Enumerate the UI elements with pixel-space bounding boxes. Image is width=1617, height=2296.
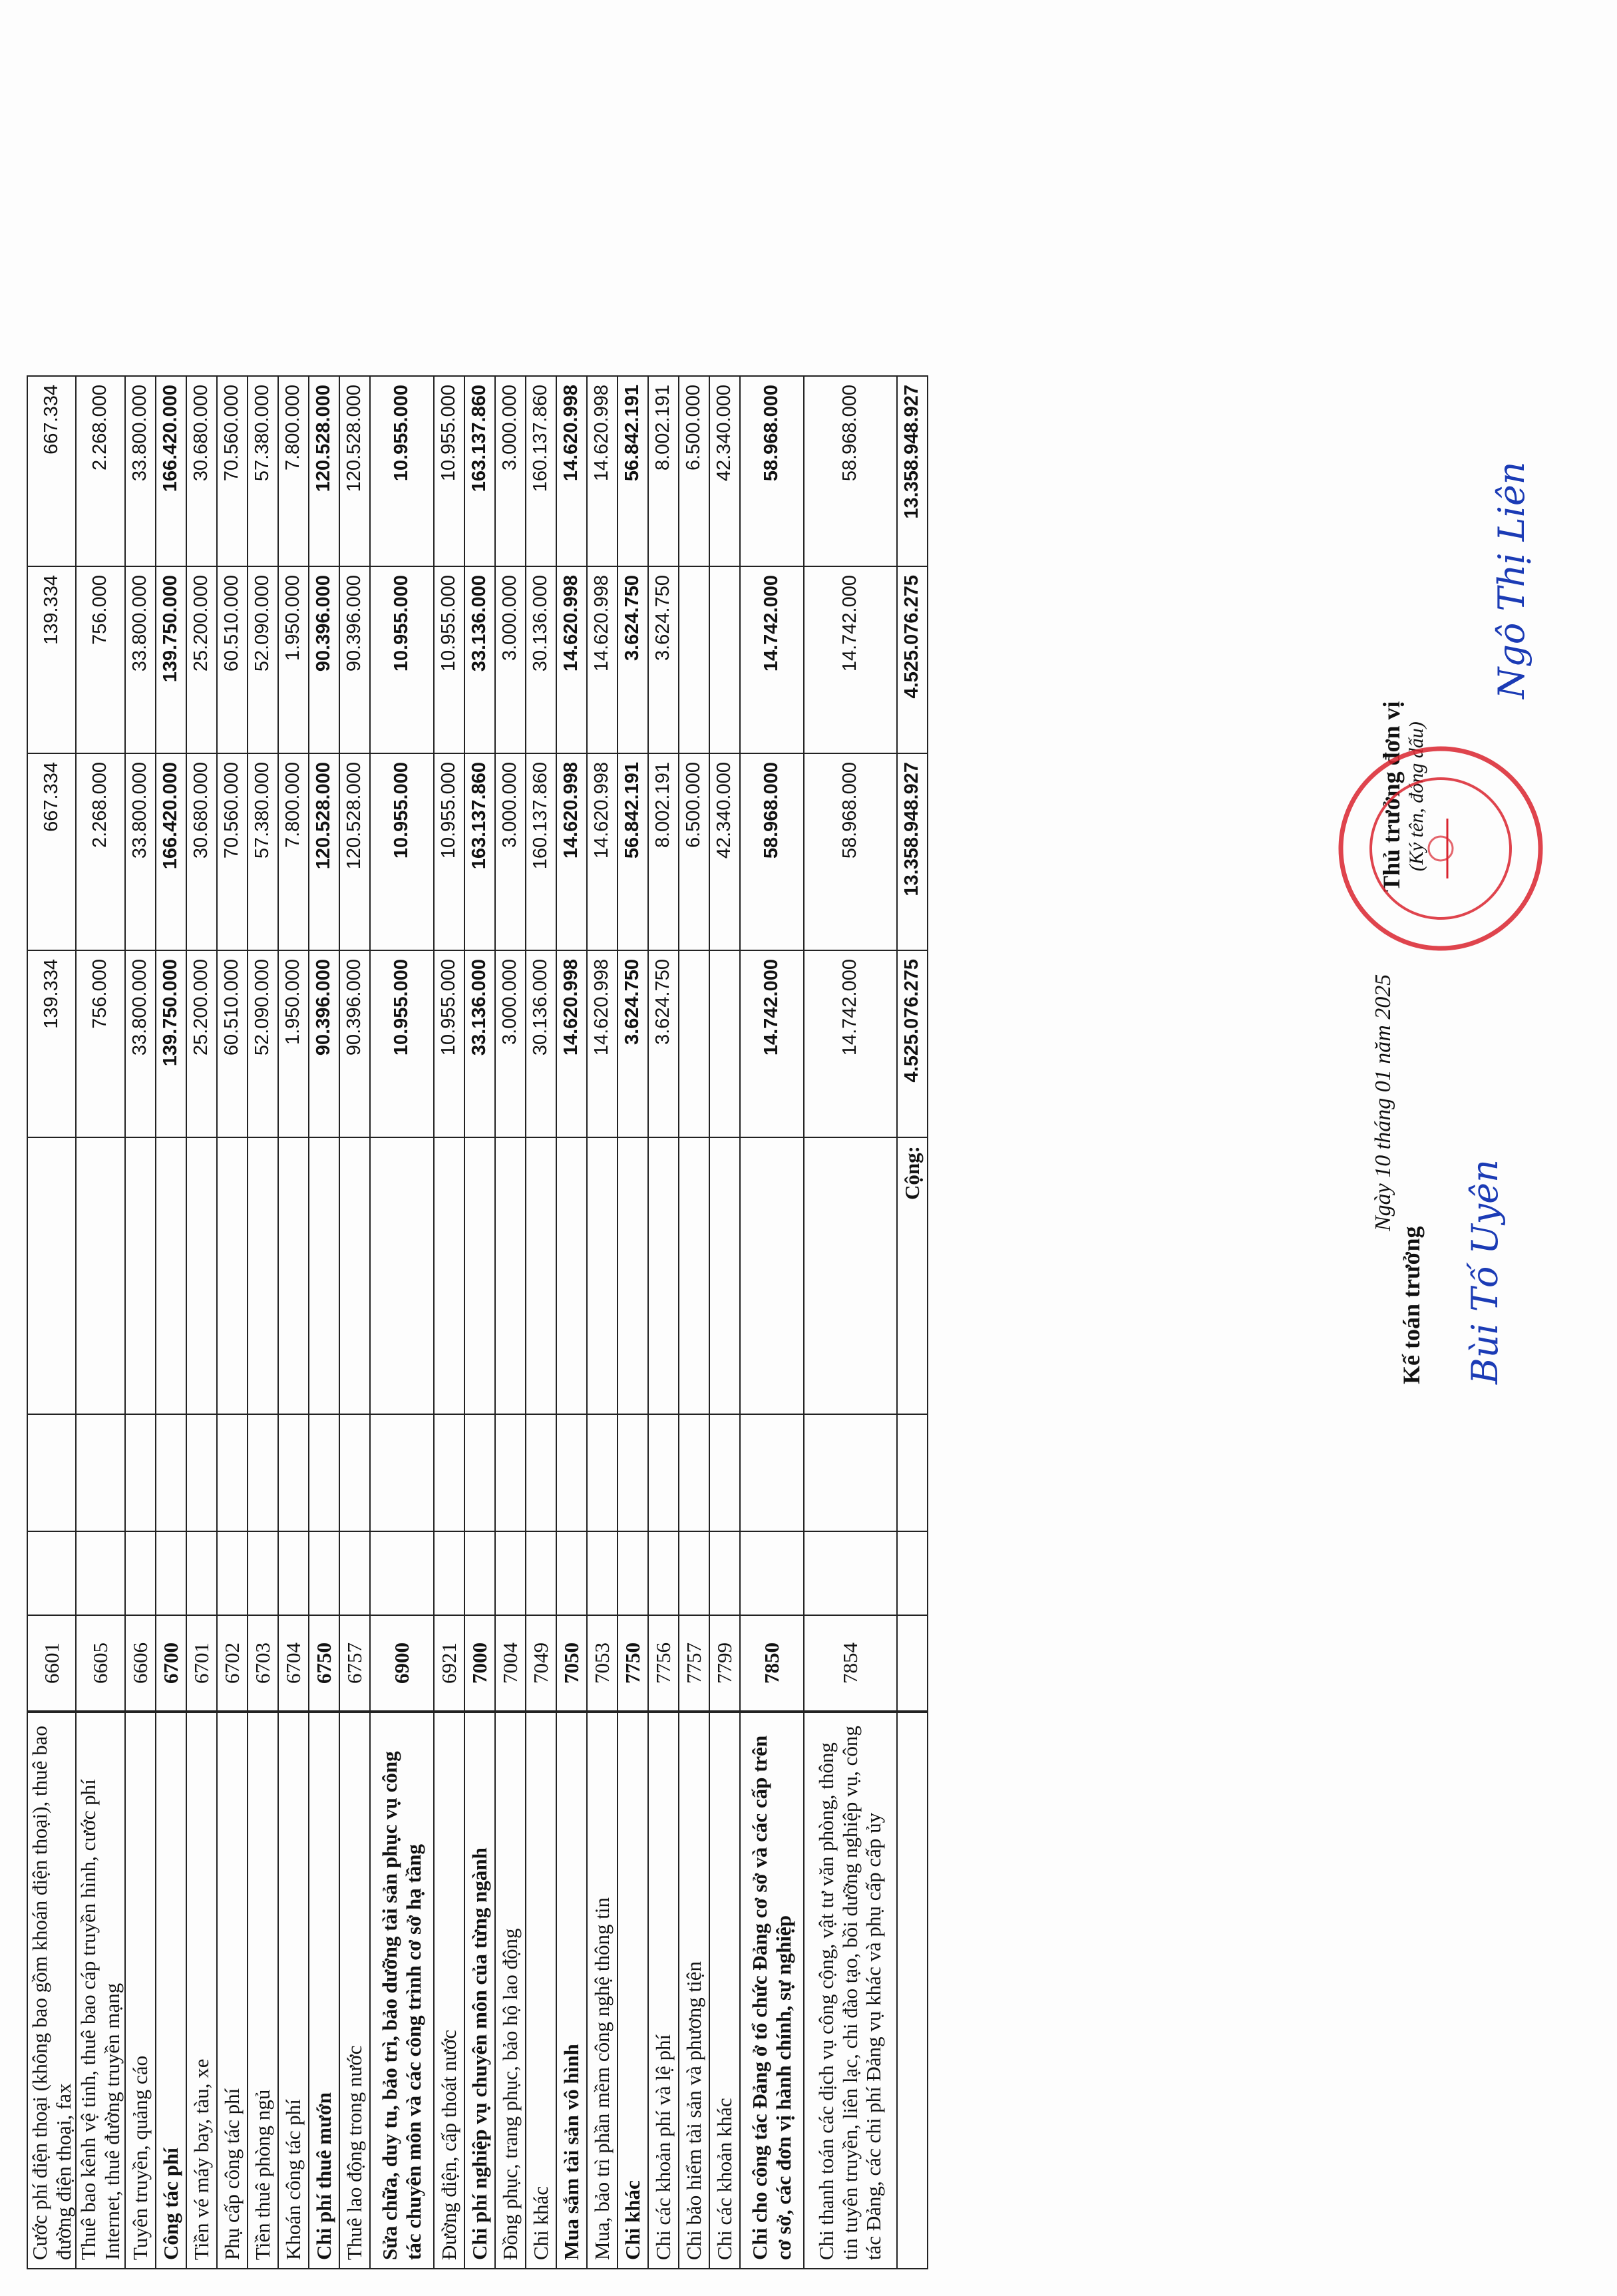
row-code: 6703 [248, 1615, 278, 1711]
table-row [740, 376, 804, 2269]
amount-col-4: 163.137.860 [464, 376, 495, 566]
empty-cell [740, 1531, 804, 1615]
empty-cell [709, 1531, 740, 1615]
empty-cell [76, 1137, 124, 1414]
table-row [648, 376, 679, 2269]
empty-cell [495, 1137, 526, 1414]
amount-col-1 [679, 950, 709, 1137]
spacer-cell [526, 1711, 556, 1712]
amount-col-1: 33.800.000 [125, 950, 156, 1137]
row-description: Đồng phục, trang phục, bảo hộ lao động [495, 1712, 526, 2269]
amount-col-3: 139.334 [27, 566, 76, 753]
row-description: Chi khác [618, 1712, 648, 2269]
empty-cell [495, 1531, 526, 1615]
empty-cell [278, 1137, 309, 1414]
table-row [248, 376, 278, 2269]
amount-col-2: 70.560.000 [217, 753, 248, 950]
row-code: 6606 [125, 1615, 156, 1711]
amount-col-3: 33.800.000 [125, 566, 156, 753]
amount-col-2: 30.680.000 [186, 753, 217, 950]
empty-cell [156, 1531, 186, 1615]
table-row [709, 376, 740, 2269]
row-description: Thuê lao động trong nước [339, 1712, 370, 2269]
row-code: 7757 [679, 1615, 709, 1711]
amount-col-1: 30.136.000 [526, 950, 556, 1137]
row-code: 7854 [804, 1615, 897, 1711]
total-amount-1: 4.525.076.275 [897, 950, 928, 1137]
amount-col-2: 163.137.860 [464, 753, 495, 950]
head-subtitle: (Ký tên, đóng dấu) [1405, 721, 1427, 872]
amount-col-3: 139.750.000 [156, 566, 186, 753]
amount-col-1: 3.624.750 [648, 950, 679, 1137]
spacer-cell [248, 1711, 278, 1712]
empty-cell [897, 1414, 928, 1531]
amount-col-3: 90.396.000 [339, 566, 370, 753]
empty-cell [804, 1531, 897, 1615]
row-description: Đường điện, cấp thoát nước [434, 1712, 464, 2269]
spacer-cell [804, 1711, 897, 1712]
table-row [370, 376, 434, 2269]
row-code: 7004 [495, 1615, 526, 1711]
amount-col-1: 10.955.000 [370, 950, 434, 1137]
spacer-cell [434, 1711, 464, 1712]
row-code: 7850 [740, 1615, 804, 1711]
empty-cell [156, 1137, 186, 1414]
empty-cell [804, 1137, 897, 1414]
amount-col-2: 56.842.191 [618, 753, 648, 950]
amount-col-1: 52.090.000 [248, 950, 278, 1137]
row-description: Tuyên truyền, quảng cáo [125, 1712, 156, 2269]
amount-col-4: 6.500.000 [679, 376, 709, 566]
amount-col-1 [709, 950, 740, 1137]
accountant-title: Kế toán trưởng [1398, 1226, 1425, 1384]
row-code: 6757 [339, 1615, 370, 1711]
empty-cell [186, 1137, 217, 1414]
row-description: Sửa chữa, duy tu, bảo trì, bảo dưỡng tài sản phục vụ công tác chuyên môn và các công trình cơ sở hạ tầng [370, 1712, 434, 2269]
amount-col-4: 30.680.000 [186, 376, 217, 566]
amount-col-1: 139.750.000 [156, 950, 186, 1137]
amount-col-4: 2.268.000 [76, 376, 124, 566]
table-row [309, 376, 339, 2269]
empty-cell [897, 1712, 928, 2269]
empty-cell [804, 1414, 897, 1531]
accountant-signature: Bùi Tố Uyên [1464, 1159, 1506, 1384]
empty-cell [526, 1414, 556, 1531]
amount-col-3: 33.136.000 [464, 566, 495, 753]
empty-cell [339, 1414, 370, 1531]
amount-col-4: 160.137.860 [526, 376, 556, 566]
empty-cell [679, 1414, 709, 1531]
row-code: 6700 [156, 1615, 186, 1711]
amount-col-2: 58.968.000 [740, 753, 804, 950]
empty-cell [186, 1531, 217, 1615]
spacer-cell [27, 1711, 76, 1712]
amount-col-3: 1.950.000 [278, 566, 309, 753]
empty-cell [217, 1414, 248, 1531]
amount-col-2: 14.620.998 [587, 753, 618, 950]
amount-col-3: 30.136.000 [526, 566, 556, 753]
empty-cell [27, 1137, 76, 1414]
empty-cell [309, 1414, 339, 1531]
empty-cell [248, 1531, 278, 1615]
row-description: Chi các khoản khác [709, 1712, 740, 2269]
amount-col-1: 14.620.998 [587, 950, 618, 1137]
empty-cell [526, 1531, 556, 1615]
empty-cell [679, 1137, 709, 1414]
table-row [217, 376, 248, 2269]
empty-cell [248, 1414, 278, 1531]
empty-cell [464, 1414, 495, 1531]
row-code: 6701 [186, 1615, 217, 1711]
amount-col-3: 14.742.000 [804, 566, 897, 753]
spacer-cell [587, 1711, 618, 1712]
amount-col-3 [679, 566, 709, 753]
empty-cell [370, 1531, 434, 1615]
total-amount-2: 13.358.948.927 [897, 753, 928, 950]
spacer-cell [278, 1711, 309, 1712]
row-description: Chi phí nghiệp vụ chuyên môn của từng ngành [464, 1712, 495, 2269]
empty-cell [339, 1137, 370, 1414]
total-label: Cộng: [897, 1137, 928, 1414]
spacer-cell [464, 1711, 495, 1712]
table-row [27, 376, 76, 2269]
amount-col-3: 10.955.000 [370, 566, 434, 753]
amount-col-4: 14.620.998 [587, 376, 618, 566]
amount-col-1: 3.624.750 [618, 950, 648, 1137]
row-description: Khoán công tác phí [278, 1712, 309, 2269]
empty-cell [278, 1414, 309, 1531]
row-code: 6601 [27, 1615, 76, 1711]
empty-cell [618, 1137, 648, 1414]
table-row [804, 376, 897, 2269]
head-title: Thủ trưởng đơn vị [1378, 701, 1405, 892]
amount-col-4: 10.955.000 [370, 376, 434, 566]
row-description: Tiền vé máy bay, tàu, xe [186, 1712, 217, 2269]
spacer-cell [339, 1711, 370, 1712]
amount-col-4: 120.528.000 [339, 376, 370, 566]
empty-cell [618, 1414, 648, 1531]
amount-col-3: 3.624.750 [618, 566, 648, 753]
official-stamp [1331, 739, 1550, 958]
table-row [464, 376, 495, 2269]
date-line: Ngày 10 tháng 01 năm 2025 [1371, 974, 1395, 1231]
amount-col-2: 7.800.000 [278, 753, 309, 950]
row-description: Thuê bao kênh vệ tinh, thuê bao cáp truyền hình, cước phí Internet, thuê đường truyền mạng [76, 1712, 124, 2269]
table-row [125, 376, 156, 2269]
amount-col-3: 90.396.000 [309, 566, 339, 753]
row-code: 7000 [464, 1615, 495, 1711]
amount-col-2: 166.420.000 [156, 753, 186, 950]
amount-col-3: 3.000.000 [495, 566, 526, 753]
empty-cell [217, 1531, 248, 1615]
row-description: Chi thanh toán các dịch vụ công cộng, vật tư văn phòng, thông tin tuyên truyền, liên lạc, chi đào tạo, bồi dưỡng nghiệp vụ, công tác Đảng, các chi phí Đảng vụ khác và phụ cấp cấp ủy [804, 1712, 897, 2269]
table-row [76, 376, 124, 2269]
amount-col-2: 14.620.998 [556, 753, 587, 950]
table-row [679, 376, 709, 2269]
empty-cell [526, 1137, 556, 1414]
amount-col-4: 58.968.000 [740, 376, 804, 566]
amount-col-3: 14.620.998 [556, 566, 587, 753]
head-signature: Ngô Thị Liên [1491, 461, 1532, 699]
amount-col-1: 60.510.000 [217, 950, 248, 1137]
row-code: 6921 [434, 1615, 464, 1711]
spacer-cell [186, 1711, 217, 1712]
amount-col-2: 42.340.000 [709, 753, 740, 950]
amount-col-1: 10.955.000 [434, 950, 464, 1137]
amount-col-1: 14.742.000 [740, 950, 804, 1137]
empty-cell [434, 1137, 464, 1414]
table-row [556, 376, 587, 2269]
row-code: 6704 [278, 1615, 309, 1711]
empty-cell [464, 1137, 495, 1414]
table-row [339, 376, 370, 2269]
amount-col-4: 10.955.000 [434, 376, 464, 566]
amount-col-2: 120.528.000 [339, 753, 370, 950]
empty-cell [125, 1137, 156, 1414]
empty-cell [740, 1414, 804, 1531]
empty-cell [897, 1531, 928, 1615]
amount-col-1: 14.742.000 [804, 950, 897, 1137]
empty-cell [76, 1414, 124, 1531]
table-row [587, 376, 618, 2269]
amount-col-4: 57.380.000 [248, 376, 278, 566]
empty-cell [125, 1531, 156, 1615]
spacer-cell [897, 1711, 928, 1712]
table-row [495, 376, 526, 2269]
amount-col-4: 3.000.000 [495, 376, 526, 566]
empty-cell [27, 1531, 76, 1615]
row-description: Chi khác [526, 1712, 556, 2269]
row-description: Mua sắm tài sản vô hình [556, 1712, 587, 2269]
spacer-cell [495, 1711, 526, 1712]
amount-col-3: 60.510.000 [217, 566, 248, 753]
empty-cell [370, 1137, 434, 1414]
empty-cell [248, 1137, 278, 1414]
row-description: Cước phí điện thoại (không bao gồm khoán điện thoại), thuê bao đường điện thoại, fax [27, 1712, 76, 2269]
empty-cell [370, 1414, 434, 1531]
total-amount-4: 13.358.948.927 [897, 376, 928, 566]
amount-col-2: 6.500.000 [679, 753, 709, 950]
row-code: 7799 [709, 1615, 740, 1711]
row-description: Chi các khoản phí và lệ phí [648, 1712, 679, 2269]
amount-col-1: 90.396.000 [309, 950, 339, 1137]
spacer-cell [740, 1711, 804, 1712]
empty-cell [740, 1137, 804, 1414]
row-description: Mua, bảo trì phần mềm công nghệ thông tin [587, 1712, 618, 2269]
amount-col-2: 33.800.000 [125, 753, 156, 950]
row-code: 7049 [526, 1615, 556, 1711]
empty-cell [648, 1414, 679, 1531]
row-description: Công tác phí [156, 1712, 186, 2269]
row-code: 6605 [76, 1615, 124, 1711]
amount-col-4: 7.800.000 [278, 376, 309, 566]
amount-col-1: 25.200.000 [186, 950, 217, 1137]
empty-cell [556, 1531, 587, 1615]
empty-cell [587, 1414, 618, 1531]
amount-col-2: 57.380.000 [248, 753, 278, 950]
row-code: 6702 [217, 1615, 248, 1711]
empty-cell [556, 1414, 587, 1531]
empty-cell [339, 1531, 370, 1615]
spacer-cell [648, 1711, 679, 1712]
row-code: 7050 [556, 1615, 587, 1711]
empty-cell [587, 1137, 618, 1414]
amount-col-4: 120.528.000 [309, 376, 339, 566]
total-amount-3: 4.525.076.275 [897, 566, 928, 753]
empty-cell [434, 1414, 464, 1531]
empty-cell [709, 1414, 740, 1531]
empty-cell [618, 1531, 648, 1615]
row-code: 7750 [618, 1615, 648, 1711]
spacer-cell [618, 1711, 648, 1712]
spacer-cell [370, 1711, 434, 1712]
amount-col-4: 166.420.000 [156, 376, 186, 566]
table-row [526, 376, 556, 2269]
row-code: 7053 [587, 1615, 618, 1711]
empty-cell [27, 1414, 76, 1531]
amount-col-4: 70.560.000 [217, 376, 248, 566]
empty-cell [156, 1414, 186, 1531]
empty-cell [648, 1531, 679, 1615]
table-row [186, 376, 217, 2269]
row-description: Chi cho công tác Đảng ở tổ chức Đảng cơ sở và các cấp trên cơ sở, các đơn vị hành chính, sự nghiệp [740, 1712, 804, 2269]
amount-col-3: 25.200.000 [186, 566, 217, 753]
spacer-cell [156, 1711, 186, 1712]
amount-col-3: 756.000 [76, 566, 124, 753]
amount-col-1: 1.950.000 [278, 950, 309, 1137]
row-code: 7756 [648, 1615, 679, 1711]
total-row [897, 376, 928, 2269]
empty-cell [587, 1531, 618, 1615]
empty-cell [125, 1414, 156, 1531]
spacer-cell [556, 1711, 587, 1712]
spacer-cell [309, 1711, 339, 1712]
amount-col-3: 52.090.000 [248, 566, 278, 753]
table-row [156, 376, 186, 2269]
empty-cell [434, 1531, 464, 1615]
amount-col-4: 14.620.998 [556, 376, 587, 566]
row-description: Chi phí thuê mướn [309, 1712, 339, 2269]
amount-col-4: 42.340.000 [709, 376, 740, 566]
amount-col-1: 33.136.000 [464, 950, 495, 1137]
amount-col-2: 10.955.000 [370, 753, 434, 950]
amount-col-4: 667.334 [27, 376, 76, 566]
table-row [278, 376, 309, 2269]
amount-col-3: 14.620.998 [587, 566, 618, 753]
amount-col-1: 756.000 [76, 950, 124, 1137]
amount-col-2: 8.002.191 [648, 753, 679, 950]
spacer-cell [709, 1711, 740, 1712]
empty-cell [679, 1531, 709, 1615]
empty-cell [309, 1137, 339, 1414]
amount-col-1: 14.620.998 [556, 950, 587, 1137]
amount-col-3: 10.955.000 [434, 566, 464, 753]
empty-cell [709, 1137, 740, 1414]
table-row [434, 376, 464, 2269]
budget-table [27, 375, 928, 2269]
amount-col-4: 56.842.191 [618, 376, 648, 566]
amount-col-1: 90.396.000 [339, 950, 370, 1137]
amount-col-2: 3.000.000 [495, 753, 526, 950]
empty-cell [464, 1531, 495, 1615]
amount-col-2: 160.137.860 [526, 753, 556, 950]
empty-cell [556, 1137, 587, 1414]
amount-col-2: 120.528.000 [309, 753, 339, 950]
row-description: Phụ cấp công tác phí [217, 1712, 248, 2269]
empty-cell [186, 1414, 217, 1531]
table-row [618, 376, 648, 2269]
spacer-cell [217, 1711, 248, 1712]
empty-cell [309, 1531, 339, 1615]
empty-cell [897, 1615, 928, 1711]
amount-col-1: 139.334 [27, 950, 76, 1137]
empty-cell [217, 1137, 248, 1414]
amount-col-2: 10.955.000 [434, 753, 464, 950]
amount-col-4: 8.002.191 [648, 376, 679, 566]
spacer-cell [76, 1711, 124, 1712]
amount-col-3 [709, 566, 740, 753]
amount-col-3: 14.742.000 [740, 566, 804, 753]
empty-cell [495, 1414, 526, 1531]
amount-col-3: 3.624.750 [648, 566, 679, 753]
amount-col-2: 667.334 [27, 753, 76, 950]
empty-cell [76, 1531, 124, 1615]
row-description: Chi bảo hiểm tài sản và phương tiện [679, 1712, 709, 2269]
amount-col-2: 2.268.000 [76, 753, 124, 950]
amount-col-4: 58.968.000 [804, 376, 897, 566]
empty-cell [278, 1531, 309, 1615]
spacer-cell [679, 1711, 709, 1712]
row-description: Tiền thuê phòng ngủ [248, 1712, 278, 2269]
amount-col-1: 3.000.000 [495, 950, 526, 1137]
spacer-cell [125, 1711, 156, 1712]
empty-cell [648, 1137, 679, 1414]
row-code: 6750 [309, 1615, 339, 1711]
amount-col-2: 58.968.000 [804, 753, 897, 950]
row-code: 6900 [370, 1615, 434, 1711]
amount-col-4: 33.800.000 [125, 376, 156, 566]
